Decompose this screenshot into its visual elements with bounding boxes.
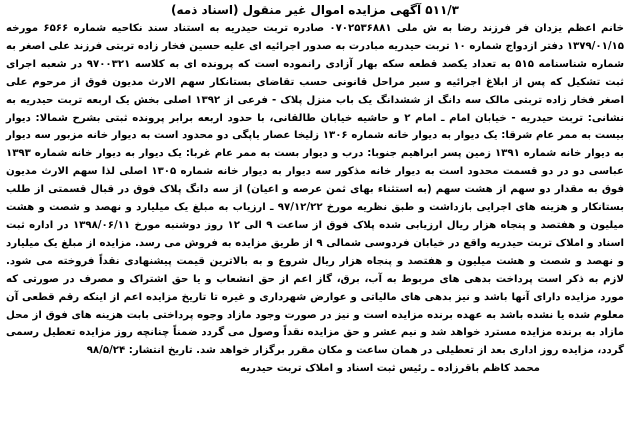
notice-signature: محمد کاظم باقرزاده ـ رئیس ثبت اسناد و املاک تربت حیدریه (240, 363, 540, 375)
notice-body: خانم اعظم یزدان فر فرزند رضا به ش ملی ۰۷۰۲۵۳۶۸۸۱ صادره تربت حیدریه به استناد سند نکاحیه شماره ۶۵۶۶ مورخه ۱۳۷۹/۰۱/۱۵ دفتر ازدواج شماره ۱۰ تربت حیدریه مبادرت به صدور اجرائیه ای علیه حسین فخار زاده تربتی فرزند علی اصغر به شماره شناسنامه ۵۱۵ به تعداد یکصد قطعه سکه بهار آزادی رانموده است که پرونده ای به کلاسه ۹۷۰۰۳۲۱ در شعبه اجرای ثبت تشکیل که پس از ابلاغ اجرائیه و سیر مراحل قانونی حسب تقاضای بستانکار سهم الارث مدیون فوق از مرحوم علی اصغر فخار زاده تربتی مالک سه دانگ از ششدانگ یک باب منزل پلاک - فرعی از ۱۳۹۲ اصلی بخش یک اربعه تربت حیدریه به نشانی: تربت حیدریه - خیابان امام ـ امام ۲ و حاشیه خیابان طالقانی، با حدود اربعه برابر پرونده ثبتی بشرح شمالا: دیوار بیست به ممر عام شرقا: یک دیوار به دیوار خانه شماره ۱۳۰۶ زلیخا عصار یاپگی دو محدود است به دیوار خانه مزبور سه دیوار به دیوار خانه شماره ۱۳۹۱ زمین پسر ابراهیم جنوبا: درب و دیوار بست به ممر عام غربا: یک دیوار به دیوار خانه شماره ۱۳۹۳ عباسی دو در دو قسمت محدود است به دیوار خانه مذکور سه دیوار به دیوار خانه شماره ۱۳۰۵ اصلی لذا سهم الارث مدیون فوق به مقدار دو سهم از هشت سهم (به استثناء بهای ثمن عرصه و اعیان) از سه دانگ پلاک فوق در قبال قسمتی از طلب بستانکار و هزینه های اجرایی بازداشت و طبق نظریه مورخ ۹۷/۱۲/۲۲ ـ ارزیاب به مبلغ یک میلیارد و نهصد و شصت و هشت میلیون و هفتصد و پنجاه هزار ریال ارزیابی شده پلاک فوق از ساعت ۹ الی ۱۲ روز دوشنبه مورخ ۱۳۹۸/۰۶/۱۱ در اداره ثبت اسناد و املاک تربت حیدریه واقع در خیابان فردوسی شمالی ۹ از طریق مزایده به فروش می رسد. مزایده از مبلغ یک میلیارد و نهصد و شصت و هشت میلیون و هفتصد و پنجاه هزار ریال شروع و به بالاترین قیمت پیشنهادی نقداً فروخته می شود. لازم به ذکر است پرداخت بدهی های مربوط به آب، برق، گاز اعم از حق انشعاب و یا حق اشتراک و مصرف در صورتی که مورد مزایده دارای آنها باشد و نیز بدهی های مالیاتی و عوارض شهرداری و غیره تا تاریخ مزایده اعم از اینکه رقم قطعی آن معلوم شده یا نشده باشد به عهده برنده مزایده است و نیز در صورت وجود مازاد وجوه پرداختی بابت هزینه های فوق از محل مازاد به برنده مزایده مسترد خواهد شد و نیم عشر و حق مزایده نقداً وصول می گردد ضمناً چنانچه روز مزایده تعطیل رسمی گردد، مزایده روز اداری بعد از تعطیلی در همان ساعت و مکان مقرر برگزار خواهد شد. تاریخ انتشار: ۹۸/۵/۲۴ (6, 23, 625, 357)
notice-title: ۵۱۱/۳ آگهی مزایده اموال غیر منقول (اسناد ذمه) (171, 3, 459, 17)
